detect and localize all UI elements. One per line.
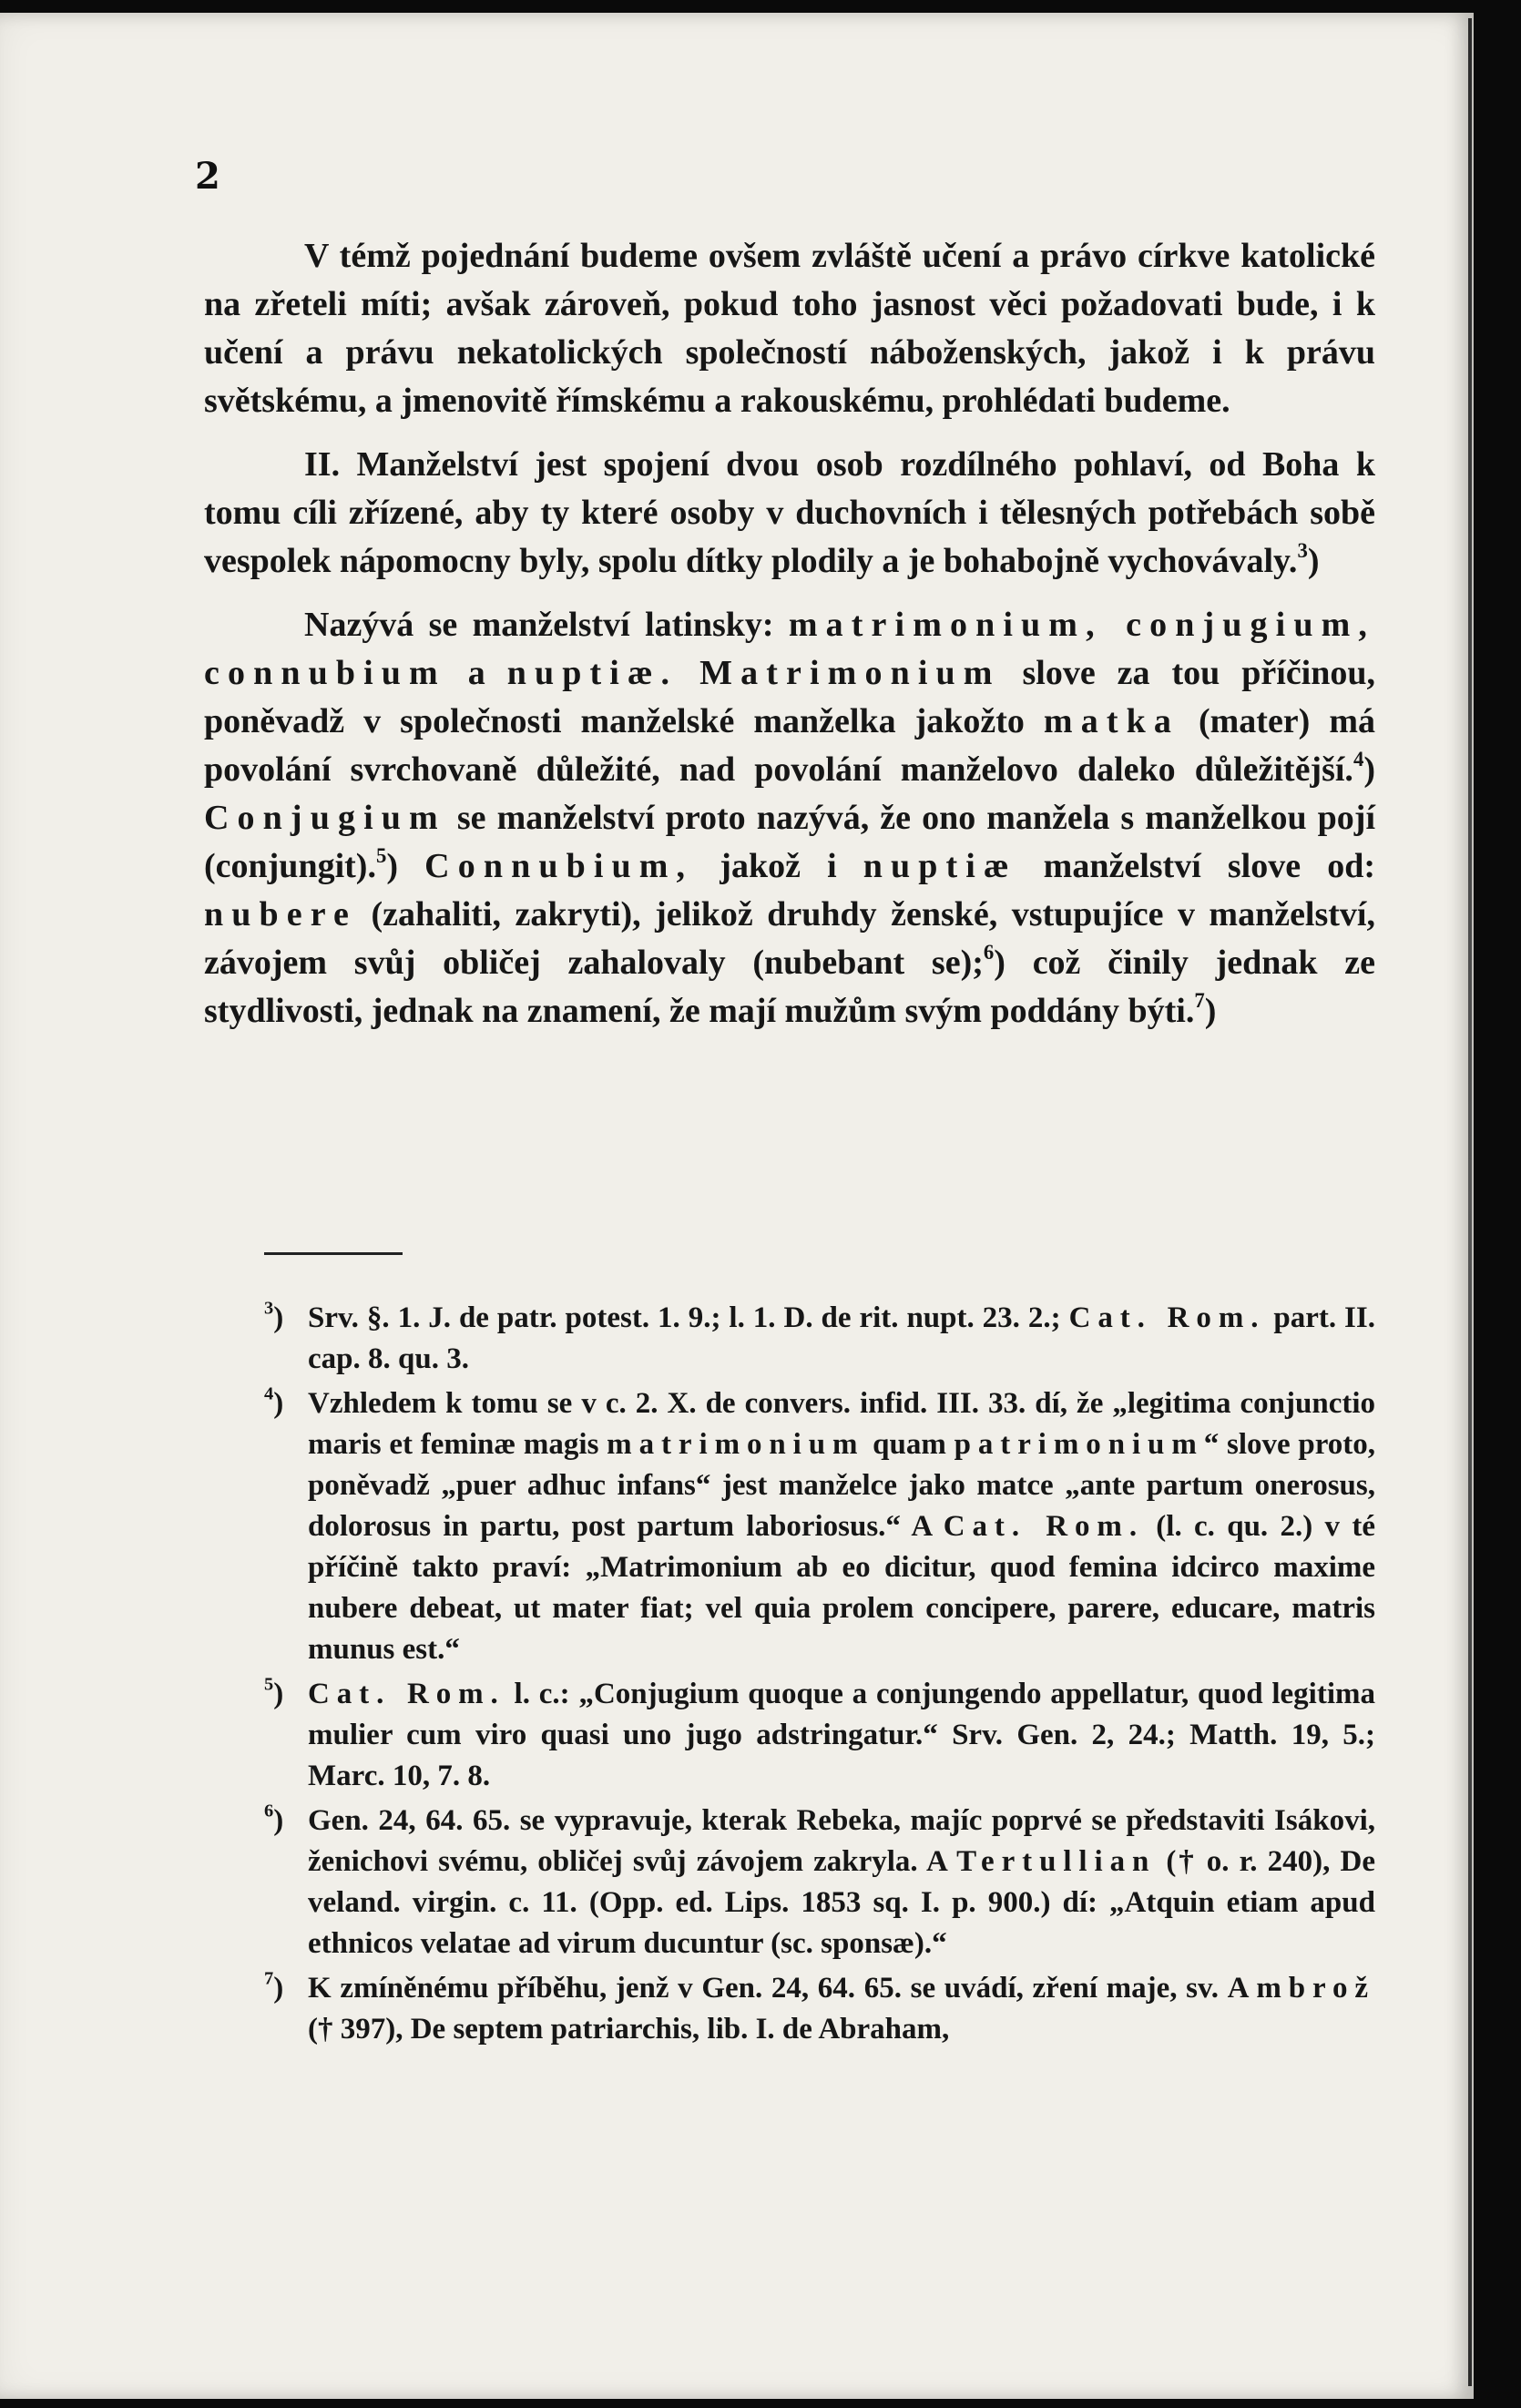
text-run: Conjugium: [204, 799, 446, 837]
text-run: matrimonium, conjugium, connubium: [204, 606, 1375, 692]
text-run: ): [1307, 542, 1320, 580]
footnote-separator: [264, 1252, 403, 1255]
text-run: patrimonium: [954, 1428, 1204, 1461]
text-run: slove za tou příčinou, poněvadž v společnosti manželské manželka jakožto: [204, 654, 1376, 740]
text-run: Gen. 24, 64. 65. se vypravuje, kterak Rebeka, majíc poprvé se představiti Isákovi, ženichovi svému, obličej svůj závojem zakryla. A: [308, 1804, 1375, 1878]
text-run: ): [1363, 750, 1375, 789]
text-run: matrimonium: [607, 1428, 865, 1461]
page-number: 2: [195, 155, 220, 198]
text-run: (zahaliti, zakryti), jelikož druhdy ženské, vstupujíce v manželství, závojem svůj obličej zahalovaly (nubebant se);: [204, 895, 1375, 982]
text-run: ): [1204, 992, 1217, 1030]
note-ref: 6: [983, 941, 995, 964]
text-run: part. II. cap. 8. qu. 3.: [308, 1301, 1375, 1375]
footnote: [264, 1968, 1375, 2050]
text-run: (l. c. qu. 2.) v té příčině takto praví: „Matrimonium ab eo dicitur, quod femina idcirco maxime nubere debeat, ut mater fiat; vel quia prolem concipere, parere, educare, matris munus est.“: [308, 1510, 1375, 1666]
footnote-mark: $^7$): [264, 1968, 284, 2005]
footnote: [264, 1801, 1375, 1964]
text-run: (mater) má povolání svrchovaně důležité, nad povolání manželovo daleko důležitější.: [204, 702, 1375, 789]
text-run: se manželství proto nazývá, že ono manžela s manželkou pojí (conjungit).: [204, 799, 1375, 885]
text-run: quam: [864, 1428, 954, 1461]
footnotes: [264, 1298, 1375, 2054]
text-run: († o. r. 240), De veland. virgin. c. 11. (Opp. ed. Lips. 1853 sq. I. p. 900.) dí: „Atquin etiam apud ethnicos velatae ad virum ducuntur (sc. sponsæ).“: [308, 1845, 1375, 1960]
body-text: [204, 232, 1375, 1036]
footnote-mark: $^3$): [264, 1298, 284, 1334]
text-run: V témž pojednání budeme ovšem zvláště učení a právo církve katolické na zřeteli míti; avšak zároveň, pokud toho jasnost věci požadovati bude, i k učení a právu nekatolických společností náboženských, jakož i k právu světskému, a jmenovitě římskému a rakouskému, prohlédati budeme.: [204, 237, 1375, 420]
text-run: Matrimonium: [699, 654, 1001, 692]
text-run: Srv. §. 1. J. de patr. potest. 1. 9.; l. 1. D. de rit. nupt. 23. 2.;: [308, 1301, 1069, 1334]
text-run: Nazývá se manželství latinsky:: [304, 606, 789, 644]
text-run: Connubium,: [424, 847, 694, 885]
note-ref: 4: [1353, 748, 1364, 771]
paragraph: [204, 601, 1375, 1036]
text-run: l. c.: „Conjugium quoque a conjungendo appellatur, quod legitima mulier cum viro quasi uno jugo adstringatur.“ Srv. Gen. 2, 24.; Matth. 19, 5.; Marc. 10, 7. 8.: [308, 1678, 1376, 1792]
text-run: ): [386, 847, 425, 885]
text-run: II. Manželství jest spojení dvou osob rozdílného pohlaví, od Boha k tomu cíli zřízené, aby ty které osoby v duchovních i tělesných potřebách sobě vespolek nápomocny byly, spolu dítky plodily a je bohabojně vychovávaly.: [204, 445, 1375, 580]
text-run: [678, 654, 699, 692]
note-ref: 7: [1194, 989, 1205, 1013]
text-run: nuptiæ: [863, 847, 1017, 885]
page-edge: [1468, 18, 1472, 2386]
text-run: Tertullian: [956, 1845, 1157, 1878]
text-run: manželství slove od:: [1016, 847, 1375, 885]
text-run: Ambrož: [1227, 1972, 1375, 2005]
note-ref: 3: [1297, 539, 1308, 563]
text-run: K zmíněnému příběhu, jenž v Gen. 24, 64. 65. se uvádí, zření maje, sv.: [308, 1972, 1228, 2005]
footnote-mark: $^6$): [264, 1801, 284, 1837]
text-run: Cat. Rom.: [943, 1510, 1144, 1543]
text-run: “ slove proto, poněvadž „puer adhuc infans“ jest manželce jako matce „ante partum onerosus, dolorosus in partu, post partum laboriosus.“ A: [308, 1428, 1375, 1543]
text-run: matka: [1043, 702, 1179, 740]
text-run: nuptiæ.: [506, 654, 679, 692]
text-run: Vzhledem k tomu se v c. 2. X. de convers. infid. III. 33. dí, že „legitima conjunctio maris et feminæ magis: [308, 1387, 1375, 1461]
text-run: († 397), De septem patriarchis, lib. I. de Abraham,: [308, 2013, 950, 2046]
footnote-mark: $^4$): [264, 1383, 284, 1420]
footnote: [264, 1383, 1375, 1670]
text-run: jakož i: [693, 847, 863, 885]
footnote: [264, 1674, 1375, 1797]
note-ref: 5: [375, 844, 387, 868]
text-run: Cat. Rom.: [1068, 1301, 1266, 1334]
paragraph: [204, 441, 1375, 586]
text-run: nubere: [204, 895, 358, 934]
footnote: [264, 1298, 1375, 1380]
paragraph: [204, 232, 1375, 425]
text-run: a: [445, 654, 507, 692]
text-run: ) což činily jednak ze stydlivosti, jednak na znamení, že mají mužům svým poddány býti.: [204, 944, 1375, 1030]
footnote-mark: $^5$): [264, 1674, 284, 1710]
text-run: Cat. Rom.: [308, 1678, 505, 1710]
